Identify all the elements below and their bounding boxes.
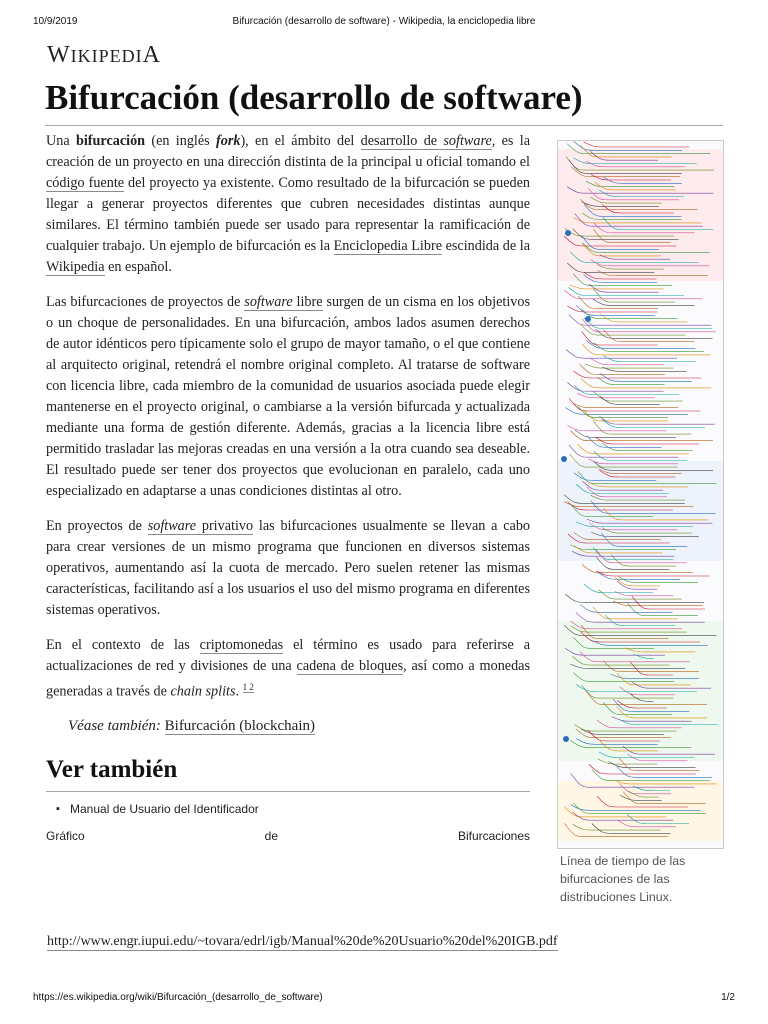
- paragraph-software-privativo: En proyectos de software privativo las bifurcaciones usualmente se llevan a cabo para crear versiones de un mismo programa que funcionen en diversos sistemas operativos, aumentando así la cuota de mercado. Pero suelen retener las mismas características, facilitando así a los usuarios el uso del mismo programa en diferentes sistemas operativos.: [46, 518, 531, 618]
- print-date: 10/9/2019: [33, 16, 78, 27]
- link-codigo-fuente[interactable]: código fuente: [46, 175, 125, 191]
- linux-distributions-timeline-image[interactable]: [557, 140, 724, 849]
- article-body: [46, 131, 530, 847]
- link-criptomonedas[interactable]: criptomonedas: [199, 637, 284, 653]
- paragraph-software-libre: Las bifurcaciones de proyectos de software libre surgen de un cisma en los objetivos o un choque de personalidades. En una bifurcación, ambos lados asumen derechos de autor idénticos pero típicamente solo el grupo de mayor tamaño, o el que contiene al arquitecto original, retendrá el nombre original completo. Al tratarse de software con licencia libre, cada miembro de la comunidad de usuarios asociada puede elegir mantenerse en el proyecto original, o cambiarse a la versión bifurcada y actualizada mediante una forma de gestión diferente. Además, gracias a la licencia libre está permitido trasladar las mejoras creadas en una versión a la otra cuando sea deseable. El resultado puede ser tener dos proyectos que evolucionan en paralelo, cada uno especializado en adaptarse a unas condiciones distintas al otro.: [46, 294, 530, 499]
- link-desarrollo-de-software[interactable]: desarrollo de software: [360, 133, 492, 149]
- timeline-graphic: [558, 141, 723, 848]
- page-title: Bifurcación (desarrollo de software): [45, 78, 583, 117]
- print-page-title: Bifurcación (desarrollo de software) - Wikipedia, la enciclopedia libre: [232, 16, 536, 27]
- image-caption: Línea de tiempo de las bifurcaciones de las distribuciones Linux.: [560, 854, 686, 904]
- see-also-hatnote: Véase también: Bifurcación (blockchain): [68, 717, 315, 734]
- wikipedia-logo[interactable]: WIKIPEDIA: [47, 42, 161, 68]
- link-bifurcacion-blockchain[interactable]: Bifurcación (blockchain): [164, 717, 315, 734]
- paragraph-criptomonedas: En el contexto de las criptomonedas el término es usado para referirse a actualizaciones de red y divisiones de una cadena de bloques, así como a monedas generadas a través de chain splits. $^{1 2}$: [46, 637, 530, 700]
- section-heading-ver-tambien: Ver también: [46, 755, 178, 783]
- paragraph-intro: Una bifurcación (en inglés fork), en el ámbito del desarrollo de software, es la creación de un proyecto en una dirección distinta de la principal u oficial tomando el código fuente del proyecto ya existente. Como resultado de la bifurcación se pueden llegar a generar proyectos diferentes que cubren necesidades distintas aunque similares. El término también puede ser usado para representar la ramificación de cualquier trabajo. Un ejemplo de bifurcación es la Enciclopedia Libre escindida de la Wikipedia en español.: [46, 133, 531, 275]
- list-item[interactable]: ▪ Manual de Usuario del Identificador: [70, 800, 530, 818]
- section-divider: [46, 791, 530, 792]
- link-software-libre[interactable]: software libre: [244, 294, 323, 310]
- print-footer: [33, 992, 735, 1003]
- link-wikipedia[interactable]: Wikipedia: [46, 259, 105, 275]
- link-software-privativo[interactable]: software privativo: [147, 518, 254, 534]
- reference-links[interactable]: 1 2: [242, 682, 254, 692]
- reference-url[interactable]: http://www.engr.iupui.edu/~tovara/edrl/igb/Manual%20de%20Usuario%20del%20IGB.pdf: [47, 934, 558, 949]
- link-cadena-de-bloques[interactable]: cadena de bloques: [296, 658, 404, 674]
- title-divider: [45, 125, 723, 126]
- grafico-row: Gráfico de Bifurcaciones: [46, 828, 530, 843]
- see-also-list: [46, 800, 530, 818]
- footer-url: https://es.wikipedia.org/wiki/Bifurcación_(desarrollo_de_software): [33, 992, 323, 1003]
- link-enciclopedia-libre[interactable]: Enciclopedia Libre: [333, 238, 442, 254]
- page-number: 1/2: [721, 992, 735, 1003]
